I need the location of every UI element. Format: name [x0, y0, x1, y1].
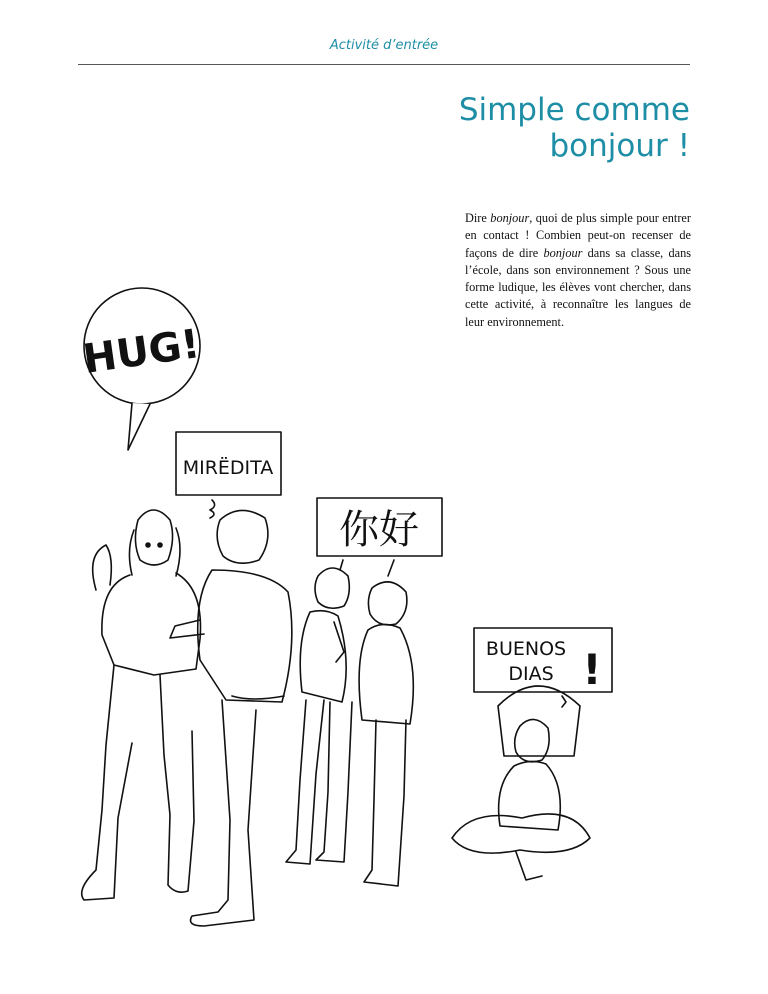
hug-speech-bubble [80, 288, 202, 450]
girl-figure [82, 510, 201, 900]
title-line-1: Simple comme [458, 92, 690, 128]
albanian-greeting-text: MIRËDITA [182, 457, 274, 479]
chinese-greeting-sign [317, 498, 442, 576]
headdress-boy-figure [452, 686, 590, 880]
shy-boy-figure [359, 582, 413, 886]
bowing-boy-figure [286, 568, 352, 864]
section-label: Activité d’entrée [329, 38, 439, 53]
hug-text: HUG! [80, 321, 203, 383]
spanish-exclamation: ! [582, 645, 602, 694]
boy-back-figure [170, 510, 292, 926]
intro-text-2: , quoi de plus simple pour entrer en contact ! Combien peut-on recenser de façons de dire [465, 211, 691, 260]
spanish-greeting-line-1: BUENOS [485, 638, 567, 660]
title-line-2: bonjour ! [549, 128, 690, 164]
albanian-greeting-sign [176, 432, 281, 518]
intro-emphasis-2: bonjour [543, 245, 583, 260]
spanish-greeting-line-2: DIAS [508, 663, 554, 685]
intro-text-3: dans sa classe, dans l’école, dans son environnement ? Sous une forme ludique, les élèves vont chercher, dans cette activité, à reconnaître les langues de leur environnement. [465, 245, 691, 329]
spanish-greeting-sign [474, 628, 612, 707]
chinese-greeting-text: 你好 [339, 507, 419, 553]
intro-emphasis-1: bonjour [490, 211, 530, 225]
intro-text-1: Dire [465, 211, 491, 225]
